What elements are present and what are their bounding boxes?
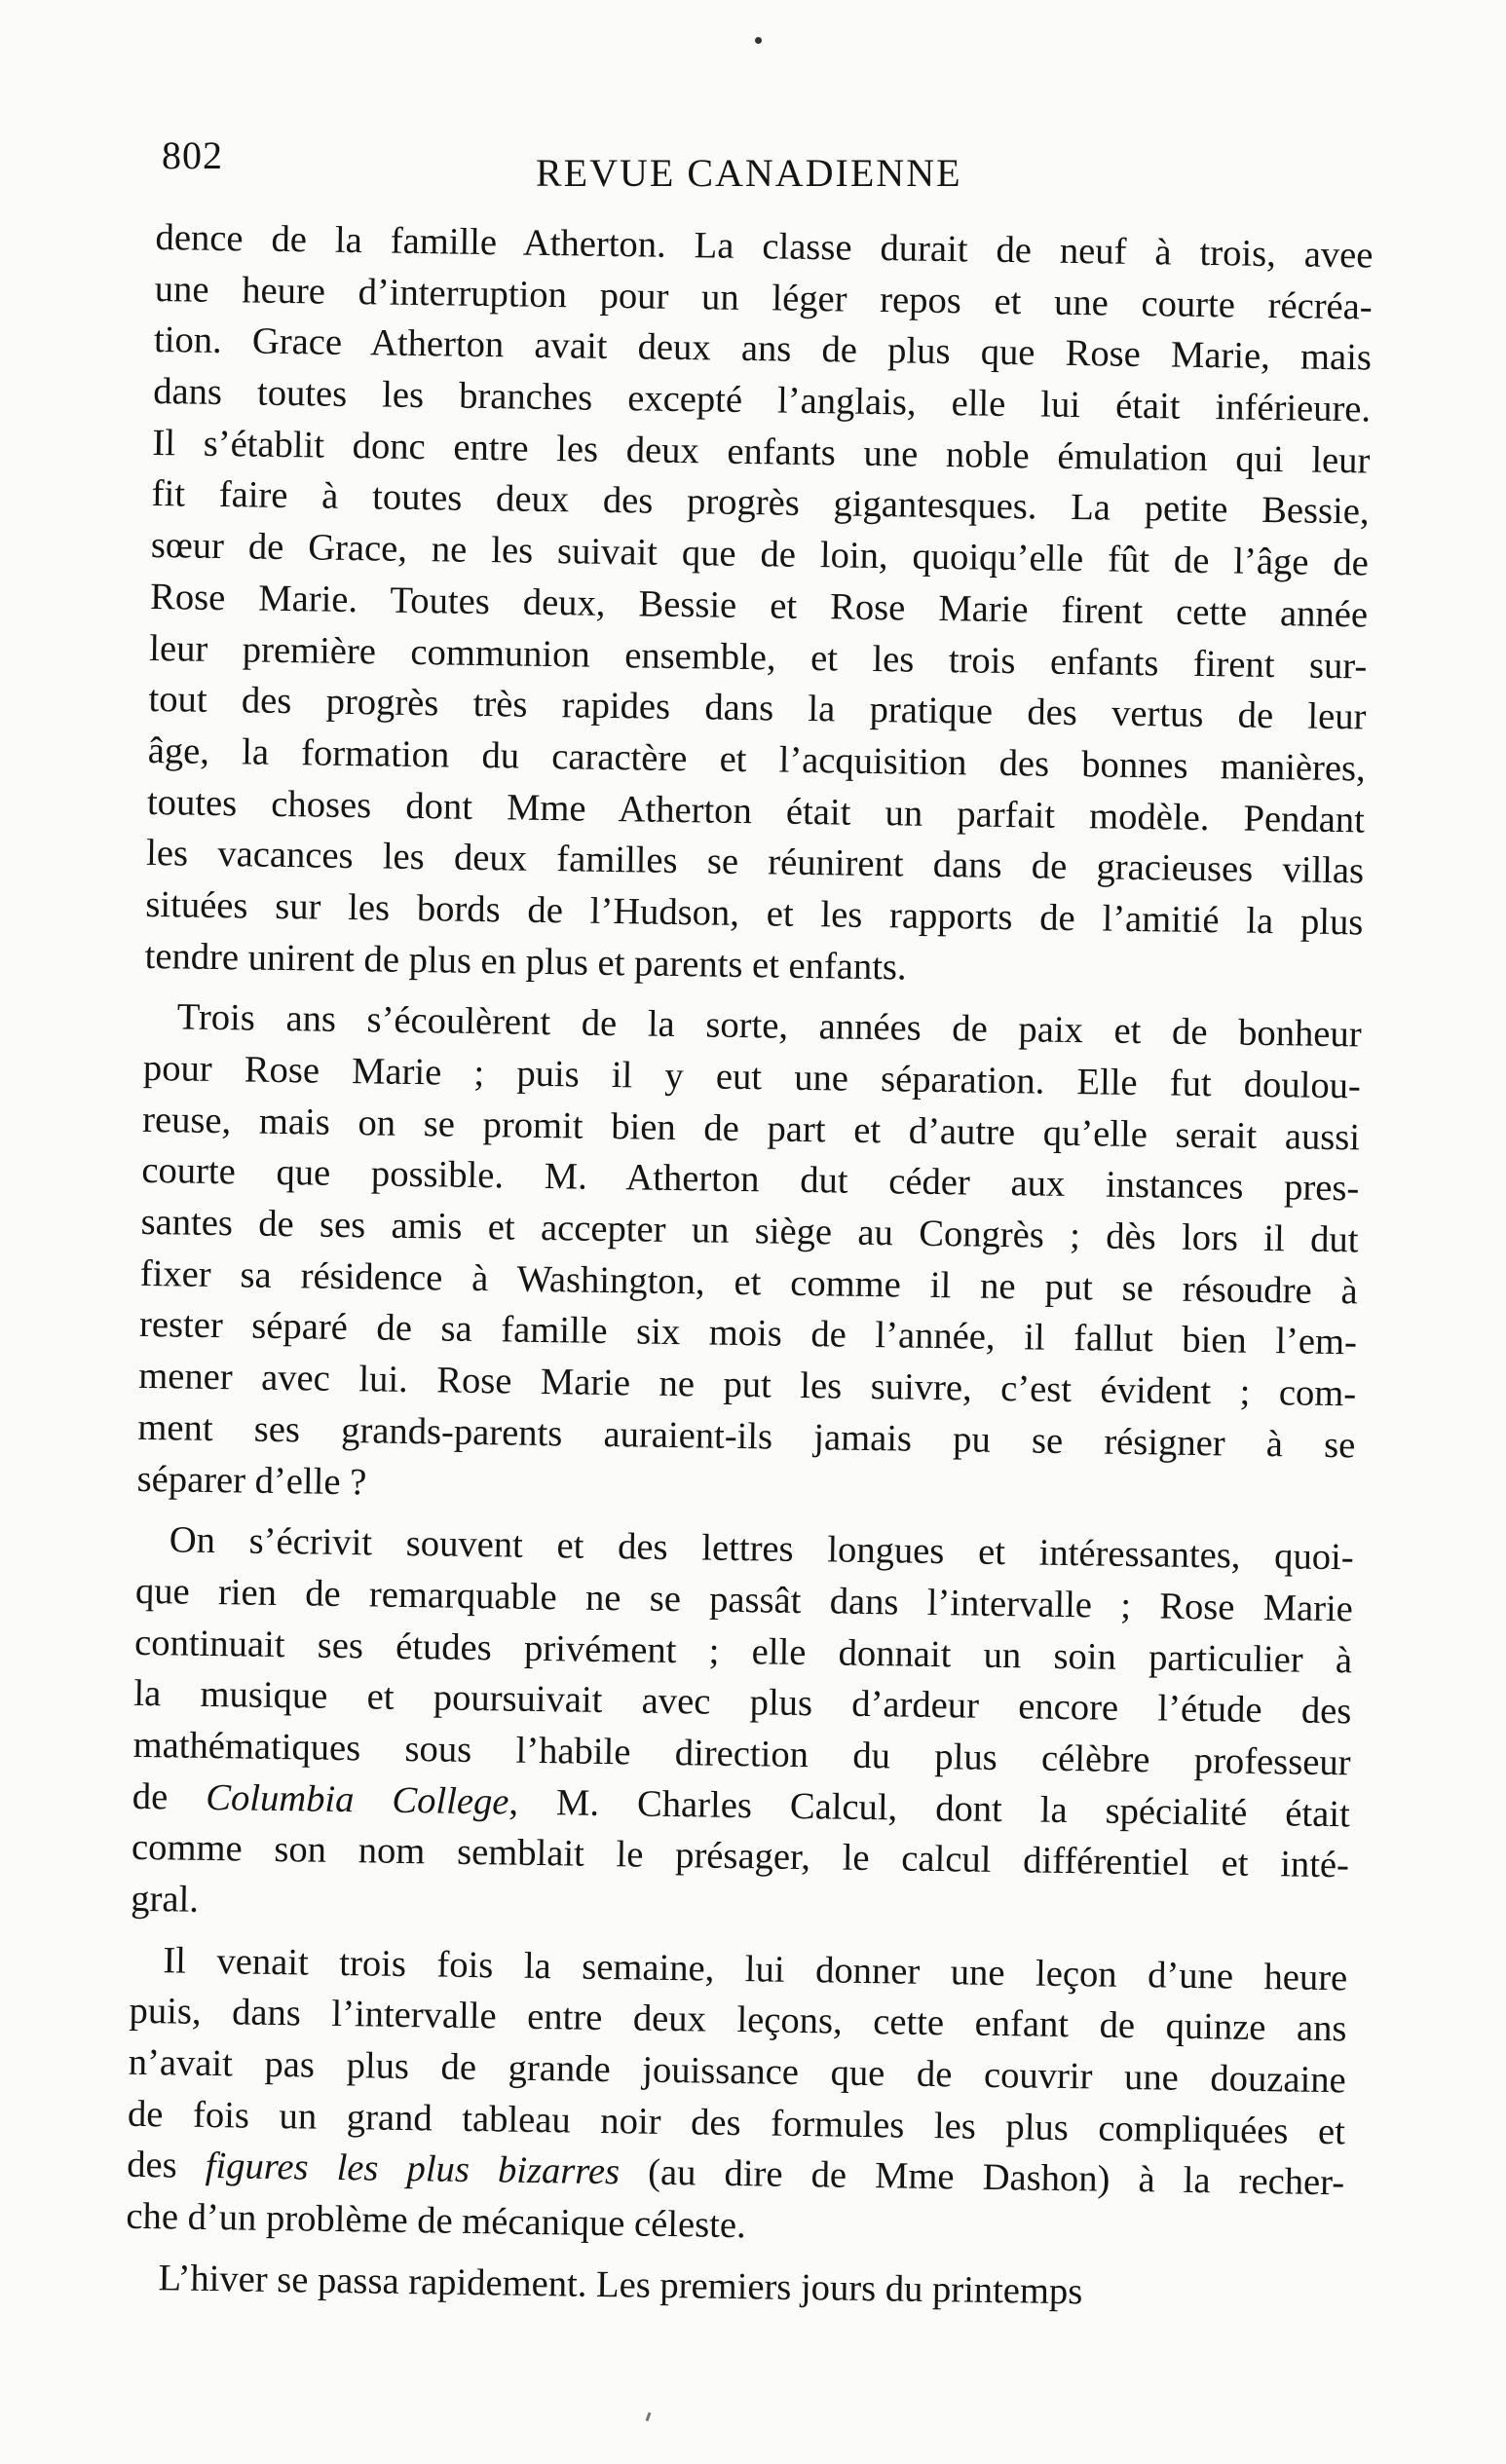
- text-segment: Rose Marie. Toutes deux, Bessie et Rose Marie firent cette année: [149, 576, 1369, 636]
- text-segment: toutes choses dont Mme Atherton était un parfait modèle. Pendant: [146, 781, 1366, 841]
- body-text: [125, 212, 1374, 2314]
- text-segment: la musique et poursuivait avec plus d’ardeur encore l’étude des: [133, 1673, 1352, 1733]
- text-segment: mathématiques sous l’habile direction du plus célèbre professeur: [132, 1724, 1351, 1784]
- text-segment: comme son nom semblait le présager, le calcul différentiel et inté-: [131, 1827, 1350, 1886]
- text-segment: ment ses grands-parents auraient-ils jamais pu se résigner à se: [137, 1406, 1356, 1467]
- text-segment: tout des progrès très rapides dans la pratique des vertus de leur: [148, 679, 1367, 738]
- paragraph: [126, 1934, 1348, 2260]
- text-segment: de: [132, 1775, 207, 1818]
- text-segment: reuse, mais on se promit bien de part et d’autre qu’elle serait aussi: [141, 1099, 1361, 1159]
- text-segment: santes de ses amis et accepter un siège au Congrès ; dès lors il dut: [140, 1201, 1359, 1261]
- page-header: [162, 125, 1379, 193]
- text-segment: pour Rose Marie ; puis il y eut une séparation. Elle fut doulou-: [142, 1047, 1362, 1107]
- text-segment: leur première communion ensemble, et les trois enfants firent sur-: [149, 627, 1368, 687]
- text-segment: continuait ses études privément ; elle donnait un soin particulier à: [133, 1622, 1353, 1681]
- text-segment: rester séparé de sa famille six mois de l’année, il fallut bien l’em-: [138, 1304, 1358, 1363]
- text-segment: n’avait pas plus de grande jouissance que de couvrir une douzaine: [128, 2041, 1346, 2102]
- text-segment: séparer d’elle ?: [136, 1458, 367, 1503]
- page-number: 802: [162, 133, 223, 177]
- text-segment: gral.: [130, 1878, 200, 1921]
- text-segment: situées sur les bords de l’Hudson, et les rapports de l’amitié la plus: [145, 883, 1364, 944]
- text-segment: mener avec lui. Rose Marie ne put les suivre, c’est évident ; com-: [137, 1355, 1357, 1415]
- text-segment: courte que possible. M. Atherton dut céder aux instances pres-: [141, 1150, 1360, 1210]
- text-segment: sœur de Grace, ne les suivait que de loin, quoiqu’elle fût de l’âge de: [150, 525, 1370, 584]
- text-segment: puis, dans l’intervalle entre deux leçons, cette enfant de quinze ans: [129, 1991, 1347, 2050]
- text-segment: fixer sa résidence à Washington, et comme il ne put se résoudre à: [139, 1252, 1359, 1313]
- text-segment: dans toutes les branches excepté l’anglais, elle lui était inférieure.: [152, 371, 1372, 430]
- text-segment: tion. Grace Atherton avait deux ans de plus que Rose Marie, mais: [153, 319, 1373, 379]
- text-segment: une heure d’interruption pour un léger repos et une courte récréa-: [154, 268, 1374, 328]
- italic-text: Columbia College: [205, 1776, 509, 1823]
- text-segment: , M. Charles Calcul, dont la spécialité était: [508, 1781, 1351, 1835]
- text-segment: des: [126, 2145, 207, 2187]
- paragraph: [136, 991, 1362, 1522]
- text-segment: que rien de remarquable ne se passât dans l’intervalle ; Rose Marie: [134, 1570, 1354, 1630]
- paragraph: [144, 212, 1374, 1000]
- italic-text: figures les plus bizarres: [205, 2146, 621, 2193]
- text-segment: les vacances les deux familles se réunirent dans de gracieuses villas: [145, 833, 1365, 892]
- text-segment: âge, la formation du caractère et l’acquisition des bonnes manières,: [147, 729, 1366, 790]
- text-segment: tendre unirent de plus en plus et parents et enfants.: [144, 935, 907, 989]
- text-segment: Trois ans s’écoulèrent de la sorte, années de paix et de bonheur: [176, 996, 1362, 1056]
- text-segment: che d’un problème de mécanique céleste.: [126, 2195, 746, 2247]
- running-title: REVUE CANADIENNE: [536, 151, 962, 195]
- paragraph: [131, 1514, 1354, 1943]
- text-segment: fit faire à toutes deux des progrès gigantesques. La petite Bessie,: [151, 473, 1370, 533]
- ink-speck: [755, 37, 762, 44]
- text-segment: de fois un grand tableau noir des formules les plus compliquées et: [127, 2093, 1346, 2153]
- text-segment: L’hiver se passa rapidement. Les premiers jours du printemps: [158, 2258, 1083, 2313]
- text-segment: (au dire de Mme Dashon) à la recher-: [619, 2151, 1345, 2204]
- ink-speck: [646, 2412, 652, 2421]
- text-segment: On s’écrivit souvent et des lettres longues et intéressantes, quoi-: [169, 1519, 1354, 1579]
- text-segment: Il venait trois fois la semaine, lui donner une leçon d’une heure: [163, 1939, 1348, 1999]
- text-segment: Il s’établit donc entre les deux enfants une noble émulation qui leur: [152, 422, 1371, 482]
- text-segment: dence de la famille Atherton. La classe durait de neuf à trois, avee: [155, 216, 1374, 277]
